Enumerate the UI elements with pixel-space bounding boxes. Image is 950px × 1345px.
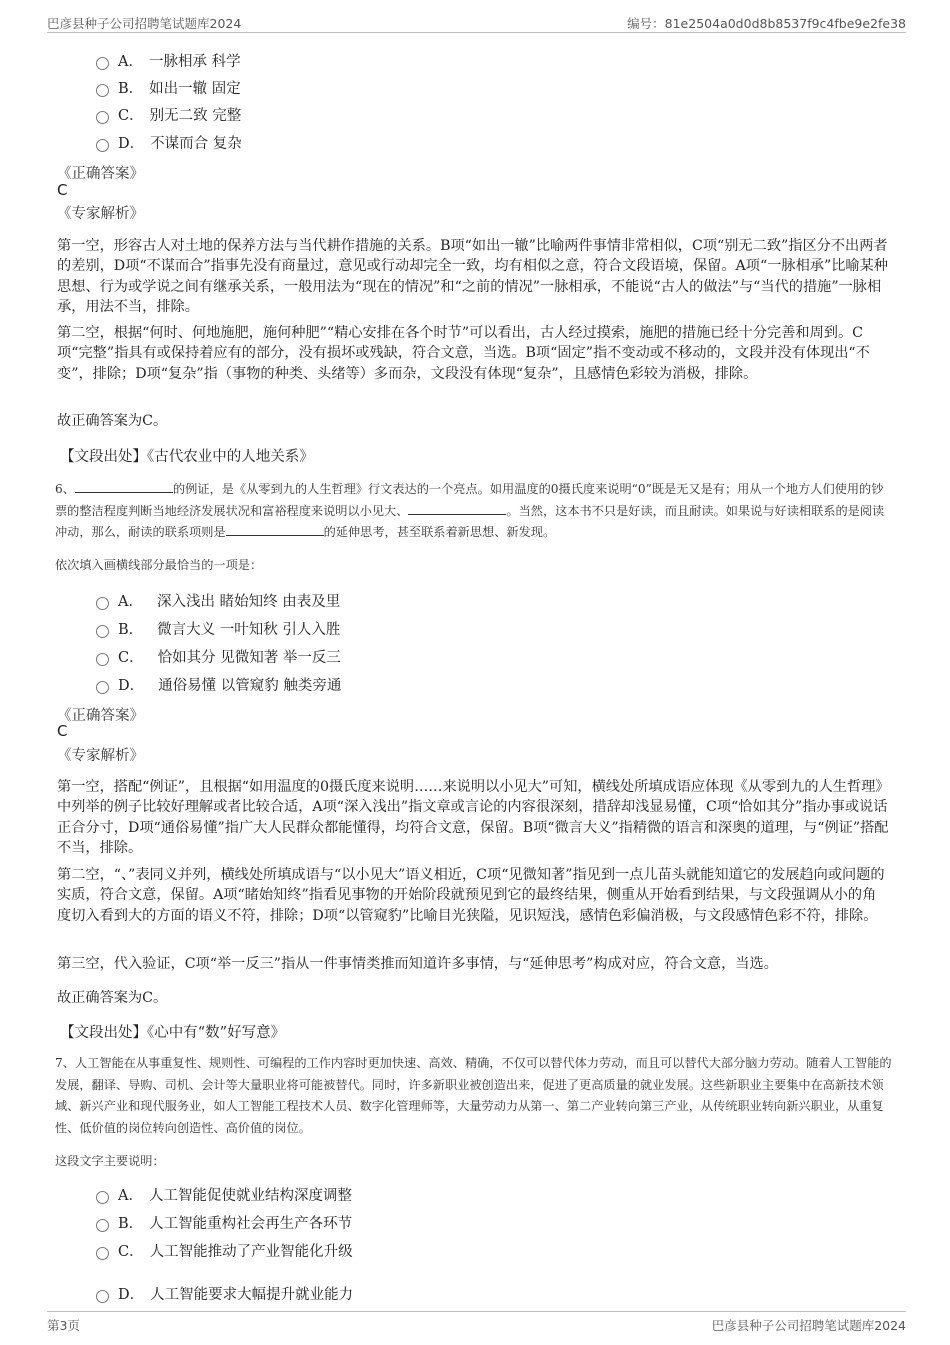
q7-option-b[interactable]: B． 人工智能重构社会再生产各环节 — [96, 1212, 352, 1233]
page-footer — [47, 1311, 906, 1338]
radio-icon[interactable] — [96, 57, 109, 70]
q6-analysis-paragraph: 第一空，搭配“例证”，且根据“如用温度的0摄氏度来说明……来说明以小见大”可知，横线处所填成语应体现《从零到九的人生哲理》中列举的例子比较好理解或者比较合适，A项“深入浅出”指文章或言论的内容很深刻，措辞却浅显易懂，C项“恰如其分”指办事或说话正合分寸，D项“通俗易懂”指广大人民群众都能懂得，均符合文意，保留。B项“微言大义”指精微的语言和深奥的道理，与“例证”搭配不当，排除。 — [57, 779, 889, 857]
q5-analysis-paragraph: 第一空，形容古人对土地的保养方法与当代耕作措施的关系。B项“如出一辙”比喻两件事情非常相似，C项“别无二致”指区分不出两者的差别，D项“不谋而合”指事先没有商量过，意见或行动却完全一致，均有相似之意，符合文段语境，保留。A项“一脉相承”比喻某种思想、行为或学说之间有继承关系，一般用法为“现在的情况”和“之前的情况”一脉相承，不能说“古人的做法”与“当代的措施”一脉相承，用法不当，排除。 — [57, 238, 888, 316]
q6-option-a[interactable]: A． 深入浅出 睹始知终 由表及里 — [96, 590, 340, 611]
q5-analysis-paragraph: 第二空，根据“何时、何地施肥，施何种肥”“精心安排在各个时节”可以看出，古人经过摸索，施肥的措施已经十分完善和周到。C项“完整”指具有或保持着应有的部分，没有损坏或残缺，符合文意，当选。B项“固定”指不变动或不移动的，文段并没有体现出“不变”，排除；D项“复杂”指（事物的种类、头绪等）多而杂，文段没有体现“复杂”，且感情色彩较为消极，排除。 — [57, 325, 870, 382]
q5-source: 【文段出处】《古代农业中的人地关系》 — [60, 449, 314, 465]
radio-icon[interactable] — [96, 1219, 109, 1232]
q7-stem: 7、人工智能在从事重复性、规则性、可编程的工作内容时更加快速、高效、精确，不仅可以替代体力劳动，而且可以替代大部分脑力劳动。随着人工智能的发展，翻译、导购、司机、会计等大量职业将可能被替代。同时，许多新职业被创造出来，促进了更高质量的就业发展。这些新职业主要集中在高新技术领域、新兴产业和现代服务业，如人工智能工程技术人员、数字化管理师等，大量劳动力从第一、第二产业转向第三产业，从传统职业转向新兴职业，从重复性、低价值的岗位转向创造性、高价值的岗位。 — [55, 1056, 892, 1135]
q6-option-c[interactable]: C． 恰如其分 见微知著 举一反三 — [96, 646, 341, 667]
q6-stem: 6、 的例证，是《从零到九的人生哲理》行文表达的一个亮点。如用温度的0摄氏度来说明“0”既是无又是有；用从一个地方人们使用的钞票的整洁程度判断当地经济发展状况和富裕程度来说明以小见大、 。当然，这本书不只是好读，而且耐读。如果说与好读相联系的是阅读冲动，那么，耐读的联系项则是 的延伸思考，甚至联系着新思想、新发现。 — [55, 482, 885, 539]
q5-option-d[interactable]: D． 不谋而合 复杂 — [96, 132, 242, 153]
q6-answer: C — [57, 722, 68, 740]
q5-answer-label: 《正确答案》 — [57, 166, 144, 182]
radio-icon[interactable] — [96, 597, 109, 610]
header-title: 巴彦县种子公司招聘笔试题库2024 — [47, 16, 242, 31]
radio-icon[interactable] — [96, 1247, 109, 1260]
q5-option-a[interactable]: A． 一脉相承 科学 — [96, 50, 241, 71]
q6-answer-label: 《正确答案》 — [57, 708, 144, 724]
q7-option-a[interactable]: A． 人工智能促使就业结构深度调整 — [96, 1184, 352, 1205]
q6-prompt: 依次填入画横线部分最恰当的一项是： — [55, 558, 263, 572]
page-header — [47, 10, 906, 33]
radio-icon[interactable] — [96, 625, 109, 638]
fill-blank[interactable] — [226, 523, 324, 536]
radio-icon[interactable] — [96, 139, 109, 152]
fill-blank[interactable] — [408, 502, 506, 515]
radio-icon[interactable] — [96, 681, 109, 694]
radio-icon[interactable] — [96, 111, 109, 124]
radio-icon[interactable] — [96, 1290, 109, 1303]
q5-analysis-label: 《专家解析》 — [57, 206, 144, 222]
q7-option-c[interactable]: C． 人工智能推动了产业智能化升级 — [96, 1240, 353, 1261]
q5-answer: C — [57, 181, 68, 199]
q6-analysis-label: 《专家解析》 — [57, 748, 144, 764]
header-code: 编号：81e2504a0d0d8b8537f9c4fbe9e2fe38 — [627, 16, 906, 31]
radio-icon[interactable] — [96, 84, 109, 97]
radio-icon[interactable] — [96, 653, 109, 666]
q6-option-d[interactable]: D． 通俗易懂 以管窥豹 触类旁通 — [96, 674, 341, 695]
radio-icon[interactable] — [96, 1191, 109, 1204]
q7-option-d[interactable]: D． 人工智能要求大幅提升就业能力 — [96, 1283, 353, 1304]
page-number: 第3页 — [47, 1318, 80, 1333]
q6-source: 【文段出处】《心中有“数”好写意》 — [60, 1025, 286, 1041]
q7-prompt: 这段文字主要说明： — [55, 1154, 165, 1168]
q5-analysis-paragraph: 故正确答案为C。 — [57, 413, 168, 429]
q6-analysis-paragraph: 第二空，“、”表同义并列，横线处所填成语与“以小见大”语义相近，C项“见微知著”指见到一点儿苗头就能知道它的发展趋向或问题的实质，符合文意，保留。A项“睹始知终”指看见事物的开始阶段就预见到它的最终结果，侧重从开始看到结果，与文段强调从小的角度切入看到大的方面的语义不符，排除；D项“以管窥豹”比喻目光狭隘，见识短浅，感情色彩偏消极，与文段感情色彩不符，排除。 — [57, 867, 885, 924]
q6-analysis-paragraph: 故正确答案为C。 — [57, 990, 168, 1006]
q5-option-b[interactable]: B． 如出一辙 固定 — [96, 77, 241, 98]
footer-title: 巴彦县种子公司招聘笔试题库2024 — [711, 1318, 906, 1333]
q5-option-c[interactable]: C． 别无二致 完整 — [96, 104, 241, 125]
q6-option-b[interactable]: B． 微言大义 一叶知秋 引人入胜 — [96, 618, 340, 639]
fill-blank[interactable] — [75, 480, 173, 493]
q6-analysis-paragraph: 第三空，代入验证，C项“举一反三”指从一件事情类推而知道许多事情，与“延伸思考”构成对应，符合文意，当选。 — [57, 956, 778, 972]
